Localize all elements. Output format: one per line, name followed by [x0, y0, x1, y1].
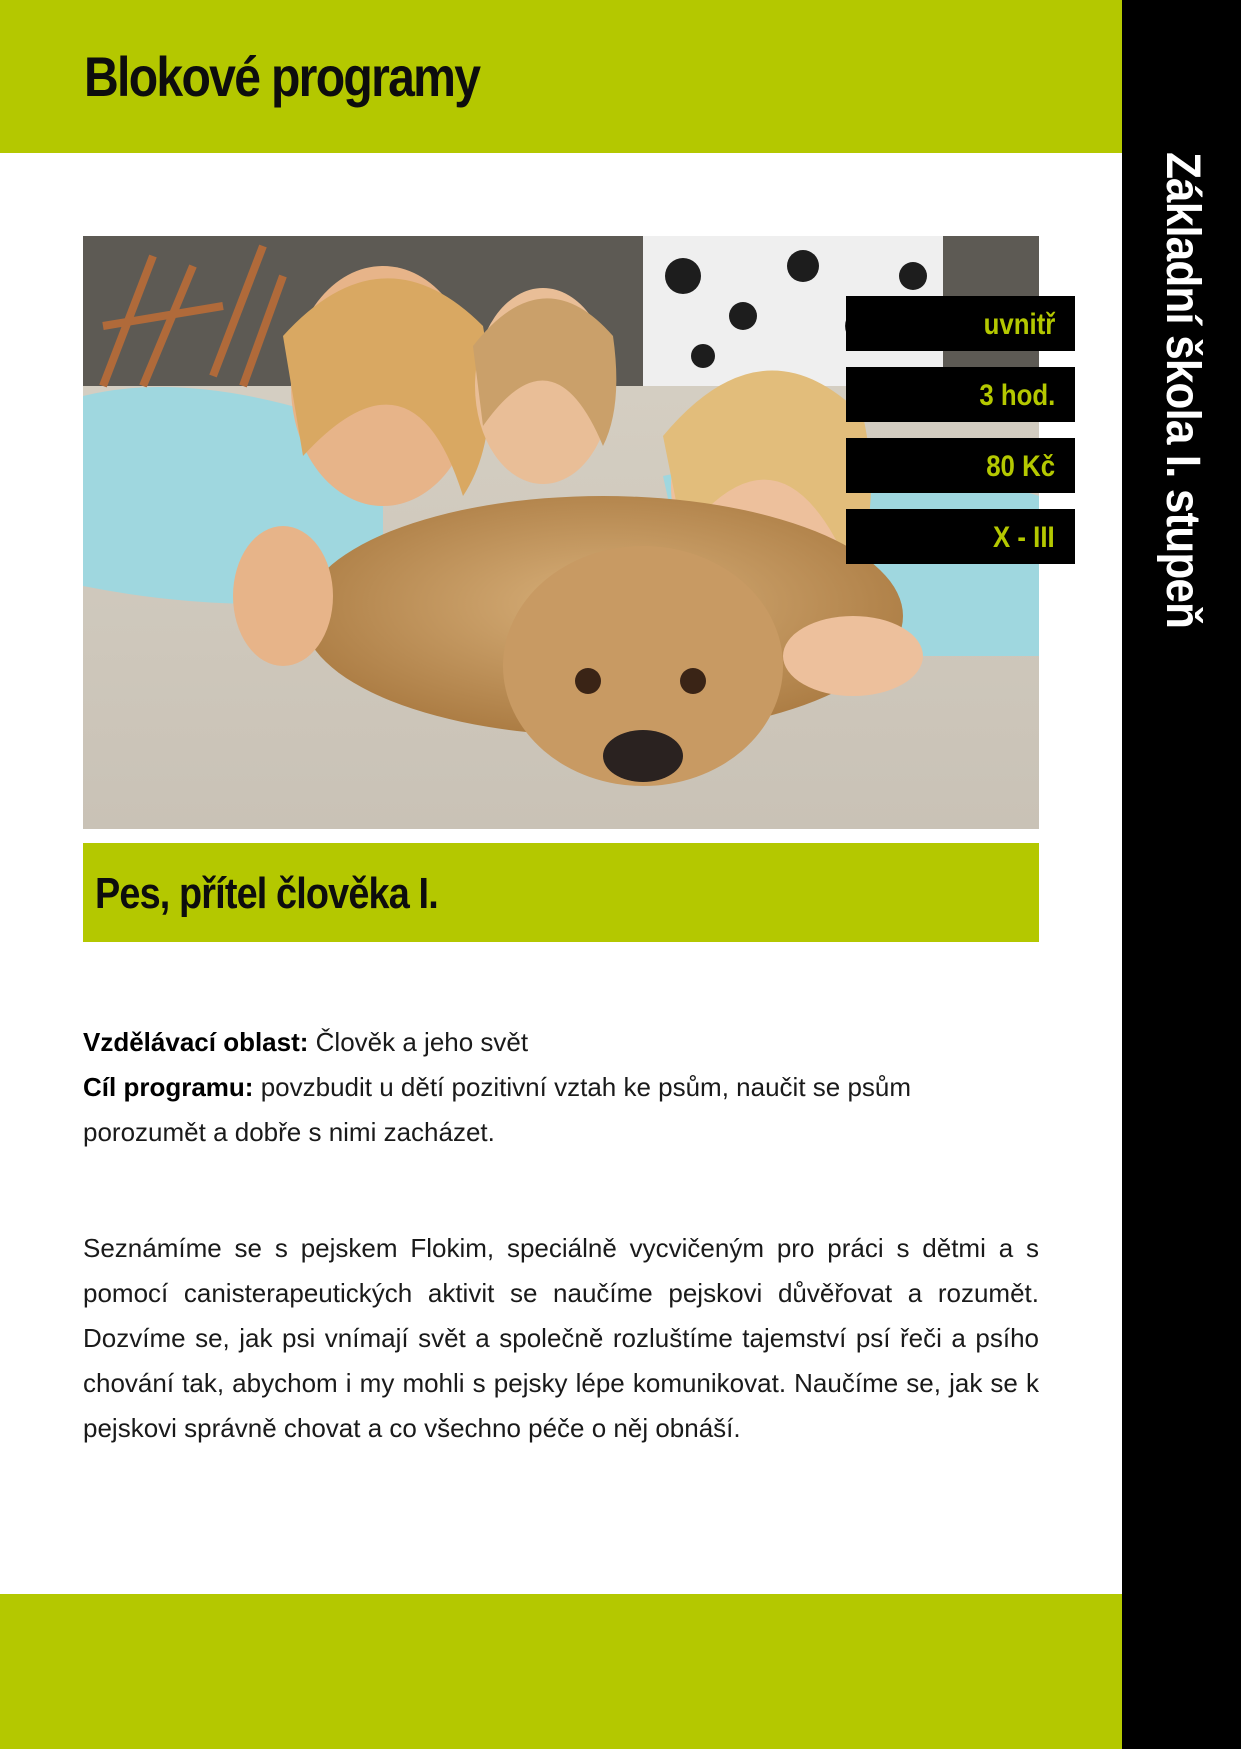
footer-band [0, 1594, 1122, 1749]
price-badge-text: 80 Kč [986, 450, 1055, 483]
education-area-value: Člověk a jeho svět [315, 1027, 529, 1057]
education-area-label: Vzdělávací oblast: [83, 1027, 309, 1057]
duration-badge [846, 367, 1075, 422]
program-info [83, 1020, 1039, 1155]
education-area-line [83, 1020, 1039, 1065]
program-goal-line [83, 1065, 1039, 1155]
program-goal-label: Cíl programu: [83, 1072, 254, 1102]
sidebar-label-text: Základní škola I. stupeň [1156, 152, 1209, 629]
location-badge-text: uvnitř [983, 308, 1055, 341]
sidebar-label [1122, 152, 1209, 772]
location-badge [846, 296, 1075, 351]
program-goal-value: povzbudit u dětí pozitivní vztah ke psům, naučit se psům porozumět a dobře s nimi zacházet. [83, 1072, 912, 1147]
availability-badge [846, 509, 1075, 564]
program-title: Pes, přítel člověka I. [95, 869, 438, 918]
program-description: Seznámíme se s pejskem Flokim, speciálně vycvičeným pro práci s dětmi a s pomocí canisterapeutických aktivit se naučíme pejskovi důvěřovat a rozumět. Dozvíme se, jak psi vnímají svět a společně rozluštíme tajemství psí řeči a psího chování tak, abychom i my mohli s pejsky lépe komunikovat. Naučíme se, jak se k pejskovi správně chovat a co všechno péče o něj obnáší. [83, 1233, 1039, 1443]
price-badge [846, 438, 1075, 493]
section-title: Blokové programy [84, 45, 480, 108]
program-title-bar [83, 843, 1039, 942]
duration-badge-text: 3 hod. [979, 379, 1055, 412]
header-band [0, 0, 1122, 153]
availability-badge-text: X - III [993, 521, 1055, 554]
